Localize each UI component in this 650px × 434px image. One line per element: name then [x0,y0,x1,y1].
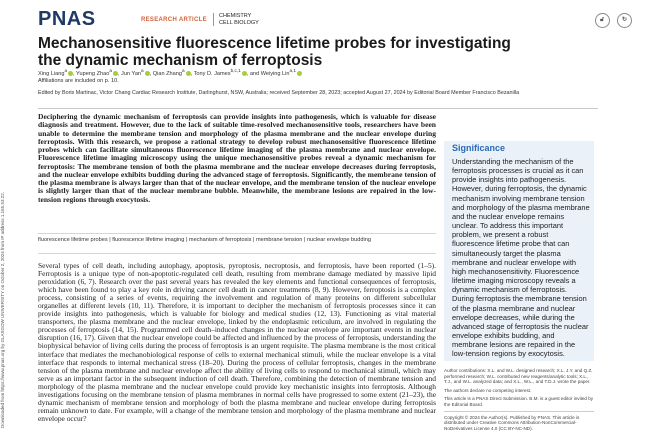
open-access-icon[interactable]: 🔓︎ [595,13,610,28]
significance-text: Understanding the mechanism of the ferroptosis processes is crucial as it can provide insights into pathogenesis. However, during ferroptosis, the dynamic mechanism involving membrane tension and morphology of the plasma membrane and the nuclear envelope remains unclear. To address this important problem, we present a robust fluorescence lifetime probe that can simultaneously target the plasma membrane and nuclear envelope with high mechanosensitivity. Fluorescence lifetime imaging microscopy reveals a dynamic mechanism of ferroptosis. During ferroptosis the membrane tension of the plasma membrane and nuclear envelope decreases, while during the advanced stage of ferroptosis the nuclear envelope exhibits budding, and membrane lesions are repaired in the low-tension regions by exocytosis. [452,157,590,359]
download-info-strip [0,192,10,433]
keyword[interactable]: membrane tension [255,237,303,243]
keyword[interactable]: nuclear envelope budding [306,237,371,243]
article-title-line-1: Mechanosensitive fluorescence lifetime probes for investigating [38,35,511,52]
author-contributions: Author contributions: X.L. and W.L. designed research; X.L. J.Y. and Q.Z. performed research; W.L. contributed new reagents/analytic tools; X.L., T.J., and W.L. analyzed data; and X.L., W.L., and T.D.J. wrote the paper. [444,368,593,385]
edited-by-line: Edited by Boris Martinac, Victor Chang Cardiac Research Institute, Darlinghurst, NSW, Australia; received September 28, 2023; accepted August 27, 2024 by Editorial Board Member Francisco Bezanilla [38,90,520,96]
subject-chemistry: CHEMISTRY [219,13,252,19]
journal-header [38,6,632,30]
author-name[interactable]: Qian Zhang [152,70,182,77]
body-text: Several types of cell death, including autophagy, apoptosis, pyroptosis, necroptosis, and ferroptosis, have been reported (1–5). Ferroptosis is a unique type of non-apoptotic-regulated cell death, resulting from membrane damage mediated by massive lipid peroxidation (6, 7). Research over the past several years has revealed the key elements and functional consequences of ferroptosis, which have been found to play a key role in driving cancer cell death in cancer treatments (8, 9). However, ferroptosis is a complex process, consisting of a series of events, requiring the involvement and regulation of many proteins on different subcellular organelles at different levels (10, 11). Therefore, it is important to decipher the mechanism of ferroptosis processes since it can provide insights into pathogenesis, which is valuable for biology and medical studies (12, 13). Functioning as vital material transporters, the plasma membrane and the nuclear envelope, linked by the endoplasmic reticulum, are involved in regulating the processes of ferroptosis (14, 15). Programmed cell death–induced changes in the nuclear envelope are important events in nuclear disruption (16, 17). Given that the nuclear envelope could be affected and influenced by the process of ferroptosis, understanding the biophysical behavior of living cells during the process of ferroptosis is an urgent requisite. The plasma membrane is the most critical interface that mediates the mechanobiological response of cells to external mechanical stimuli, while the nuclear envelope is a vital interface that responds to internal mechanical stress (18–20). During the process of cellular ferroptosis, changes in the membrane tension of the plasma membrane and nuclear envelope affect the ability of living cells to respond to mechanical stimuli, which may serve as an important factor in the subsequent induction of cell death. Therefore, combining the detection of membrane tension and morphology of the plasma membrane and the nuclear envelope could provide key mechanistic insights into ferroptosis. Although investigations focusing on the membrane tension of plasma membranes in normal cells have progressed to some extent (21–23), the dynamic mechanism of membrane tension and morphology of both the plasma membrane and nuclear envelope during ferroptosis remain unknown to date. For example, will a change of the membrane tension and morphology of the plasma membrane and nuclear envelope occur? [38,261,436,423]
orcid-icon[interactable] [186,71,191,76]
abstract: Deciphering the dynamic mechanism of ferroptosis can provide insights into pathogenesis, which is valuable for disease diagnosis and treatment. However, due to the lack of suitable time-resolved mechanosensitive tools, researchers have been unable to determine the membrane tension and morphology of the plasma membrane and the nuclear envelope during ferroptosis. With this research, we propose a rational strategy to develop robust mechanosensitive fluorescence lifetime probes which can facilitate simultaneous fluorescence lifetime imaging of the plasma membrane and nuclear envelope. Fluorescence lifetime imaging microscopy using the unique mechanosensitive probes reveal a dynamic mechanism for ferroptosis: The membrane tension of both the plasma membrane and the nuclear envelope decreases during ferroptosis, and the nuclear envelope exhibits budding during the advanced stage of ferroptosis. Significantly, the membrane tension of the plasma membrane is always larger than that of the nuclear envelope, and the membrane tension of the nuclear envelope is slightly larger than that of the nuclear membrane bubble. Meanwhile, the membrane lesions are repaired in the low-tension regions through exocytosis. [38,112,436,204]
download-info-text: Downloaded from https://www.pnas.org by GLASGOW UNIVERSITY on October 2, 2024 from IP address 1.165.53.22. [0,192,5,428]
copyright-note: Copyright © 2024 the Author(s). Published by PNAS. This article is distributed under Creative Commons Attribution-NonCommercial-NoDerivatives License 4.0 (CC BY-NC-ND). [444,414,580,431]
author-name[interactable]: Tony D. James [193,70,231,77]
author-affiliation-mark: a [64,68,68,73]
author-affiliation-mark: a [109,68,112,73]
notes-divider [444,411,594,412]
author-affiliation-mark: a,1 [289,68,296,73]
author-name[interactable]: and Weiying Lin [249,70,290,77]
keyword[interactable]: mechanism of ferroptosis [188,237,252,243]
article-notes [444,368,594,434]
author-affiliation-mark: b,c,1 [230,68,241,73]
keyword[interactable]: fluorescence lifetime probes [38,237,108,243]
subject-categories [213,13,259,26]
affiliations-note: Affiliations are included on p. 10. [38,78,119,84]
keywords: fluorescence lifetime probes | fluorescence lifetime imaging | mechanism of ferroptosis | membrane tension | nuclear envelope budding [38,237,371,243]
subject-cell-biology: CELL BIOLOGY [219,19,259,26]
author-name[interactable]: Jun Yan [121,70,142,77]
author-affiliation-mark: a [181,68,185,73]
orcid-icon[interactable] [113,71,118,76]
keywords-divider-bottom [38,253,436,254]
article-title [38,36,598,69]
check-for-updates-icon[interactable]: ↻ [617,13,632,28]
significance-title: Significance [452,143,506,153]
orcid-icon[interactable] [242,71,247,76]
article-type-label: RESEARCH ARTICLE [141,17,207,23]
orcid-icon[interactable] [145,71,150,76]
journal-logo[interactable]: PNAS [38,8,96,30]
author-list: Xing Liang$^a$, Yupeng Zhao$^a$, Jun Yan$^a$, Qian Zhang$^a$, Tony D. James$^{b,c,1}$, and Weiying Lin$^{a,1}$ [38,68,598,77]
direct-submission-note: This article is a PNAS Direct Submission. B.M. is a guest editor invited by the Editorial Board. [444,396,594,407]
header-icons [592,8,632,28]
article-title-line-2: the dynamic mechanism of ferroptosis [38,51,323,69]
header-divider [38,108,598,109]
author-name[interactable]: Yupeng Zhao [76,70,110,77]
keyword[interactable]: fluorescence lifetime imaging [112,237,185,243]
keywords-divider-top [38,233,436,234]
author-name[interactable]: Xing Liang [38,70,65,77]
orcid-icon[interactable] [297,71,302,76]
orcid-icon[interactable] [68,71,73,76]
author-affiliation-mark: a [141,68,144,73]
competing-interest: The authors declare no competing interest. [444,387,532,393]
